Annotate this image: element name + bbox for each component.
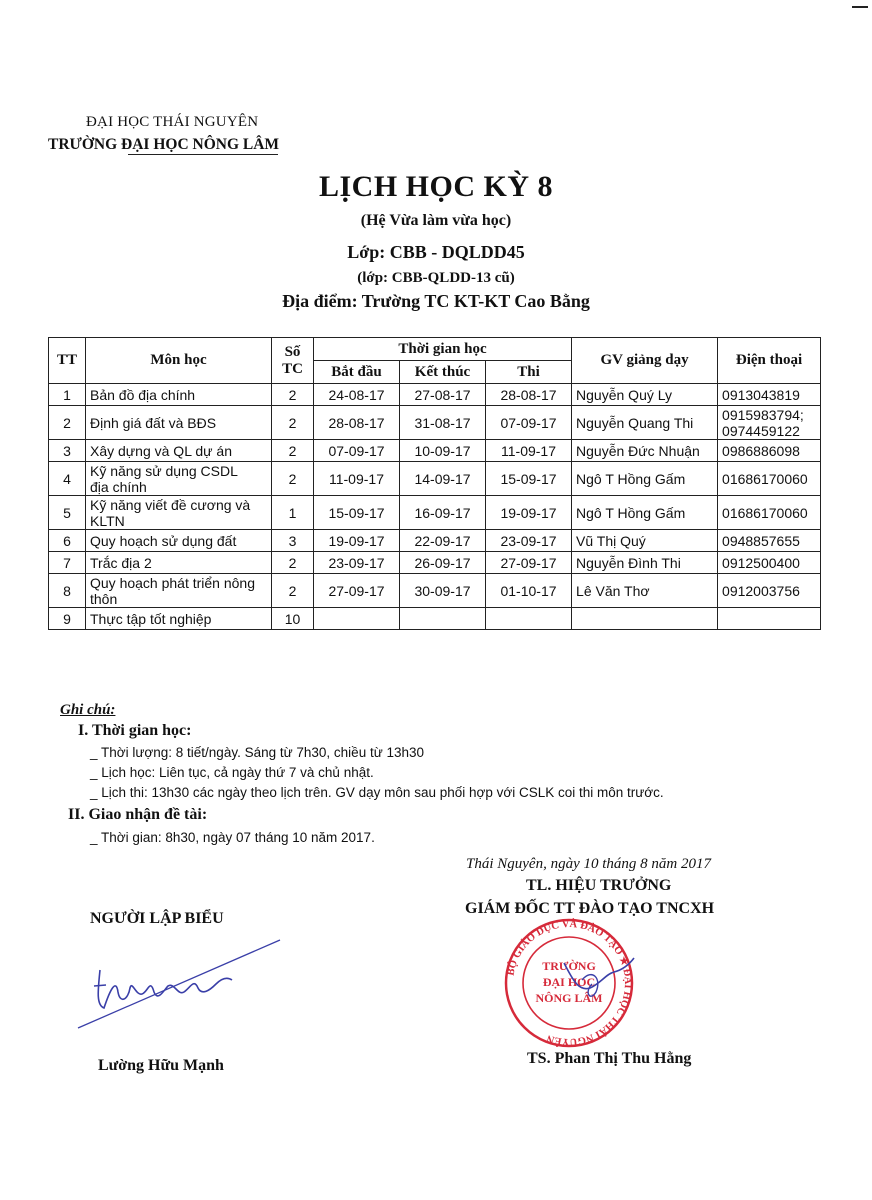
cell-end: 14-09-17 xyxy=(400,462,486,496)
notes-line: _ Thời lượng: 8 tiết/ngày. Sáng từ 7h30, chiều từ 13h30 xyxy=(90,745,425,760)
cell-subject: Kỹ năng viết đề cương và KLTN xyxy=(86,496,272,530)
notes-line: _ Lịch học: Liên tục, cả ngày thứ 7 và chủ nhật. xyxy=(90,765,374,780)
cell-credits: 2 xyxy=(272,574,314,608)
page-title: LỊCH HỌC KỲ 8 xyxy=(318,170,554,203)
table-row xyxy=(49,384,821,406)
stamp-inner-line: TRƯỜNG xyxy=(542,959,596,973)
cell-exam: 07-09-17 xyxy=(486,406,572,440)
cell-credits: 2 xyxy=(272,462,314,496)
cell-tt: 2 xyxy=(49,406,86,440)
school-underline xyxy=(128,154,278,155)
cell-tt: 5 xyxy=(49,496,86,530)
cell-exam: 27-09-17 xyxy=(486,552,572,574)
header-exam: Thi xyxy=(486,361,572,384)
cell-exam: 28-08-17 xyxy=(486,384,572,406)
cell-exam: 11-09-17 xyxy=(486,440,572,462)
cell-end: 31-08-17 xyxy=(400,406,486,440)
table-row xyxy=(49,462,821,496)
preparer-name: Lường Hữu Mạnh xyxy=(98,1057,224,1074)
cell-start: 27-09-17 xyxy=(314,574,400,608)
cell-subject: Xây dựng và QL dự án xyxy=(86,440,272,462)
cell-phone: 0948857655 xyxy=(718,530,821,552)
cell-exam: 15-09-17 xyxy=(486,462,572,496)
cell-exam: 01-10-17 xyxy=(486,574,572,608)
schedule-table xyxy=(48,337,821,630)
cell-end: 27-08-17 xyxy=(400,384,486,406)
cell-tt: 3 xyxy=(49,440,86,462)
table-row xyxy=(49,406,821,440)
page-subtitle: (Hệ Vừa làm vừa học) xyxy=(360,212,512,229)
header-time: Thời gian học xyxy=(314,338,572,361)
cell-subject: Bản đồ địa chính xyxy=(86,384,272,406)
cell-end: 22-09-17 xyxy=(400,530,486,552)
cell-phone: 0912003756 xyxy=(718,574,821,608)
cell-start: 11-09-17 xyxy=(314,462,400,496)
stamp-inner-line: ĐẠI HỌC xyxy=(542,975,596,989)
notes-heading: Ghi chú: xyxy=(60,702,116,718)
cell-credits: 10 xyxy=(272,608,314,630)
cell-teacher: Vũ Thị Quý xyxy=(572,530,718,552)
cell-end xyxy=(400,608,486,630)
table-row xyxy=(49,440,821,462)
place-line: Địa điểm: Trường TC KT-KT Cao Bằng xyxy=(282,291,590,311)
school-name: TRƯỜNG ĐẠI HỌC NÔNG LÂM xyxy=(48,136,280,153)
cell-tt: 8 xyxy=(49,574,86,608)
cell-teacher: Nguyễn Quang Thi xyxy=(572,406,718,440)
notes-section-2: II. Giao nhận đề tài: xyxy=(68,806,208,823)
cell-end: 26-09-17 xyxy=(400,552,486,574)
old-class-line: (lớp: CBB-QLDD-13 cũ) xyxy=(357,270,515,286)
cell-teacher xyxy=(572,608,718,630)
cell-exam: 23-09-17 xyxy=(486,530,572,552)
cell-teacher: Lê Văn Thơ xyxy=(572,574,718,608)
cell-start: 28-08-17 xyxy=(314,406,400,440)
header-end: Kết thúc xyxy=(400,361,486,384)
cell-tt: 6 xyxy=(49,530,86,552)
cell-tt: 1 xyxy=(49,384,86,406)
cell-subject: Kỹ năng sử dụng CSDL địa chính xyxy=(86,462,272,496)
cell-start: 15-09-17 xyxy=(314,496,400,530)
cell-phone xyxy=(718,608,821,630)
cell-tt: 7 xyxy=(49,552,86,574)
schedule-body xyxy=(49,384,821,630)
cell-credits: 2 xyxy=(272,440,314,462)
cell-phone: 0915983794; 0974459122 xyxy=(718,406,821,440)
cell-start: 24-08-17 xyxy=(314,384,400,406)
header-phone: Điện thoại xyxy=(718,338,821,384)
cell-phone: 0912500400 xyxy=(718,552,821,574)
cell-subject: Quy hoạch sử dụng đất xyxy=(86,530,272,552)
cell-tt: 4 xyxy=(49,462,86,496)
cell-credits: 3 xyxy=(272,530,314,552)
director-name: TS. Phan Thị Thu Hằng xyxy=(527,1050,692,1067)
school-stamp xyxy=(494,918,644,1048)
table-row xyxy=(49,530,821,552)
stamp-outer-text: BỘ GIÁO DỤC VÀ ĐÀO TẠO ★ ĐẠI HỌC THÁI NGUYÊN xyxy=(505,918,634,1048)
cell-teacher: Nguyễn Quý Ly xyxy=(572,384,718,406)
notes-section-1: I. Thời gian học: xyxy=(78,722,192,739)
table-row xyxy=(49,496,821,530)
cell-start xyxy=(314,608,400,630)
university-name: ĐẠI HỌC THÁI NGUYÊN xyxy=(86,114,259,130)
header-teacher: GV giảng dạy xyxy=(572,338,718,384)
cell-subject: Trắc địa 2 xyxy=(86,552,272,574)
preparer-signature xyxy=(70,930,300,1040)
cell-teacher: Ngô T Hồng Gấm xyxy=(572,496,718,530)
cell-exam: 19-09-17 xyxy=(486,496,572,530)
date-line: Thái Nguyên, ngày 10 tháng 8 năm 2017 xyxy=(466,856,711,872)
preparer-title: NGƯỜI LẬP BIỂU xyxy=(90,910,224,927)
page-corner-mark xyxy=(852,6,868,8)
cell-credits: 2 xyxy=(272,406,314,440)
cell-phone: 01686170060 xyxy=(718,496,821,530)
table-row xyxy=(49,552,821,574)
header-credits-bottom: TC xyxy=(282,360,303,377)
tl-title: TL. HIỆU TRƯỞNG xyxy=(526,877,672,894)
notes-line: _ Lịch thi: 13h30 các ngày theo lịch trên. GV dạy môn sau phối hợp với CSLK coi thi môn trước. xyxy=(90,785,664,800)
table-row xyxy=(49,574,821,608)
cell-teacher: Nguyễn Đức Nhuận xyxy=(572,440,718,462)
cell-end: 30-09-17 xyxy=(400,574,486,608)
header-start: Bắt đầu xyxy=(314,361,400,384)
header-credits-top: Số xyxy=(284,343,301,360)
header-credits xyxy=(272,338,314,384)
cell-subject: Định giá đất và BĐS xyxy=(86,406,272,440)
cell-teacher: Ngô T Hồng Gấm xyxy=(572,462,718,496)
cell-phone: 0913043819 xyxy=(718,384,821,406)
cell-start: 19-09-17 xyxy=(314,530,400,552)
cell-start: 07-09-17 xyxy=(314,440,400,462)
director-title: GIÁM ĐỐC TT ĐÀO TẠO TNCXH xyxy=(465,900,715,917)
cell-tt: 9 xyxy=(49,608,86,630)
cell-end: 10-09-17 xyxy=(400,440,486,462)
cell-subject: Quy hoạch phát triển nông thôn xyxy=(86,574,272,608)
cell-credits: 2 xyxy=(272,384,314,406)
cell-teacher: Nguyễn Đình Thi xyxy=(572,552,718,574)
table-row xyxy=(49,608,821,630)
cell-exam xyxy=(486,608,572,630)
cell-phone: 01686170060 xyxy=(718,462,821,496)
cell-start: 23-09-17 xyxy=(314,552,400,574)
header-subject: Môn học xyxy=(86,338,272,384)
header-tt: TT xyxy=(49,338,86,384)
stamp-inner-line: NÔNG LÂM xyxy=(535,991,603,1005)
cell-credits: 2 xyxy=(272,552,314,574)
cell-end: 16-09-17 xyxy=(400,496,486,530)
cell-subject: Thực tập tốt nghiệp xyxy=(86,608,272,630)
notes-line: _ Thời gian: 8h30, ngày 07 tháng 10 năm 2017. xyxy=(90,830,375,845)
cell-phone: 0986886098 xyxy=(718,440,821,462)
class-line: Lớp: CBB - DQLDD45 xyxy=(347,242,525,262)
cell-credits: 1 xyxy=(272,496,314,530)
